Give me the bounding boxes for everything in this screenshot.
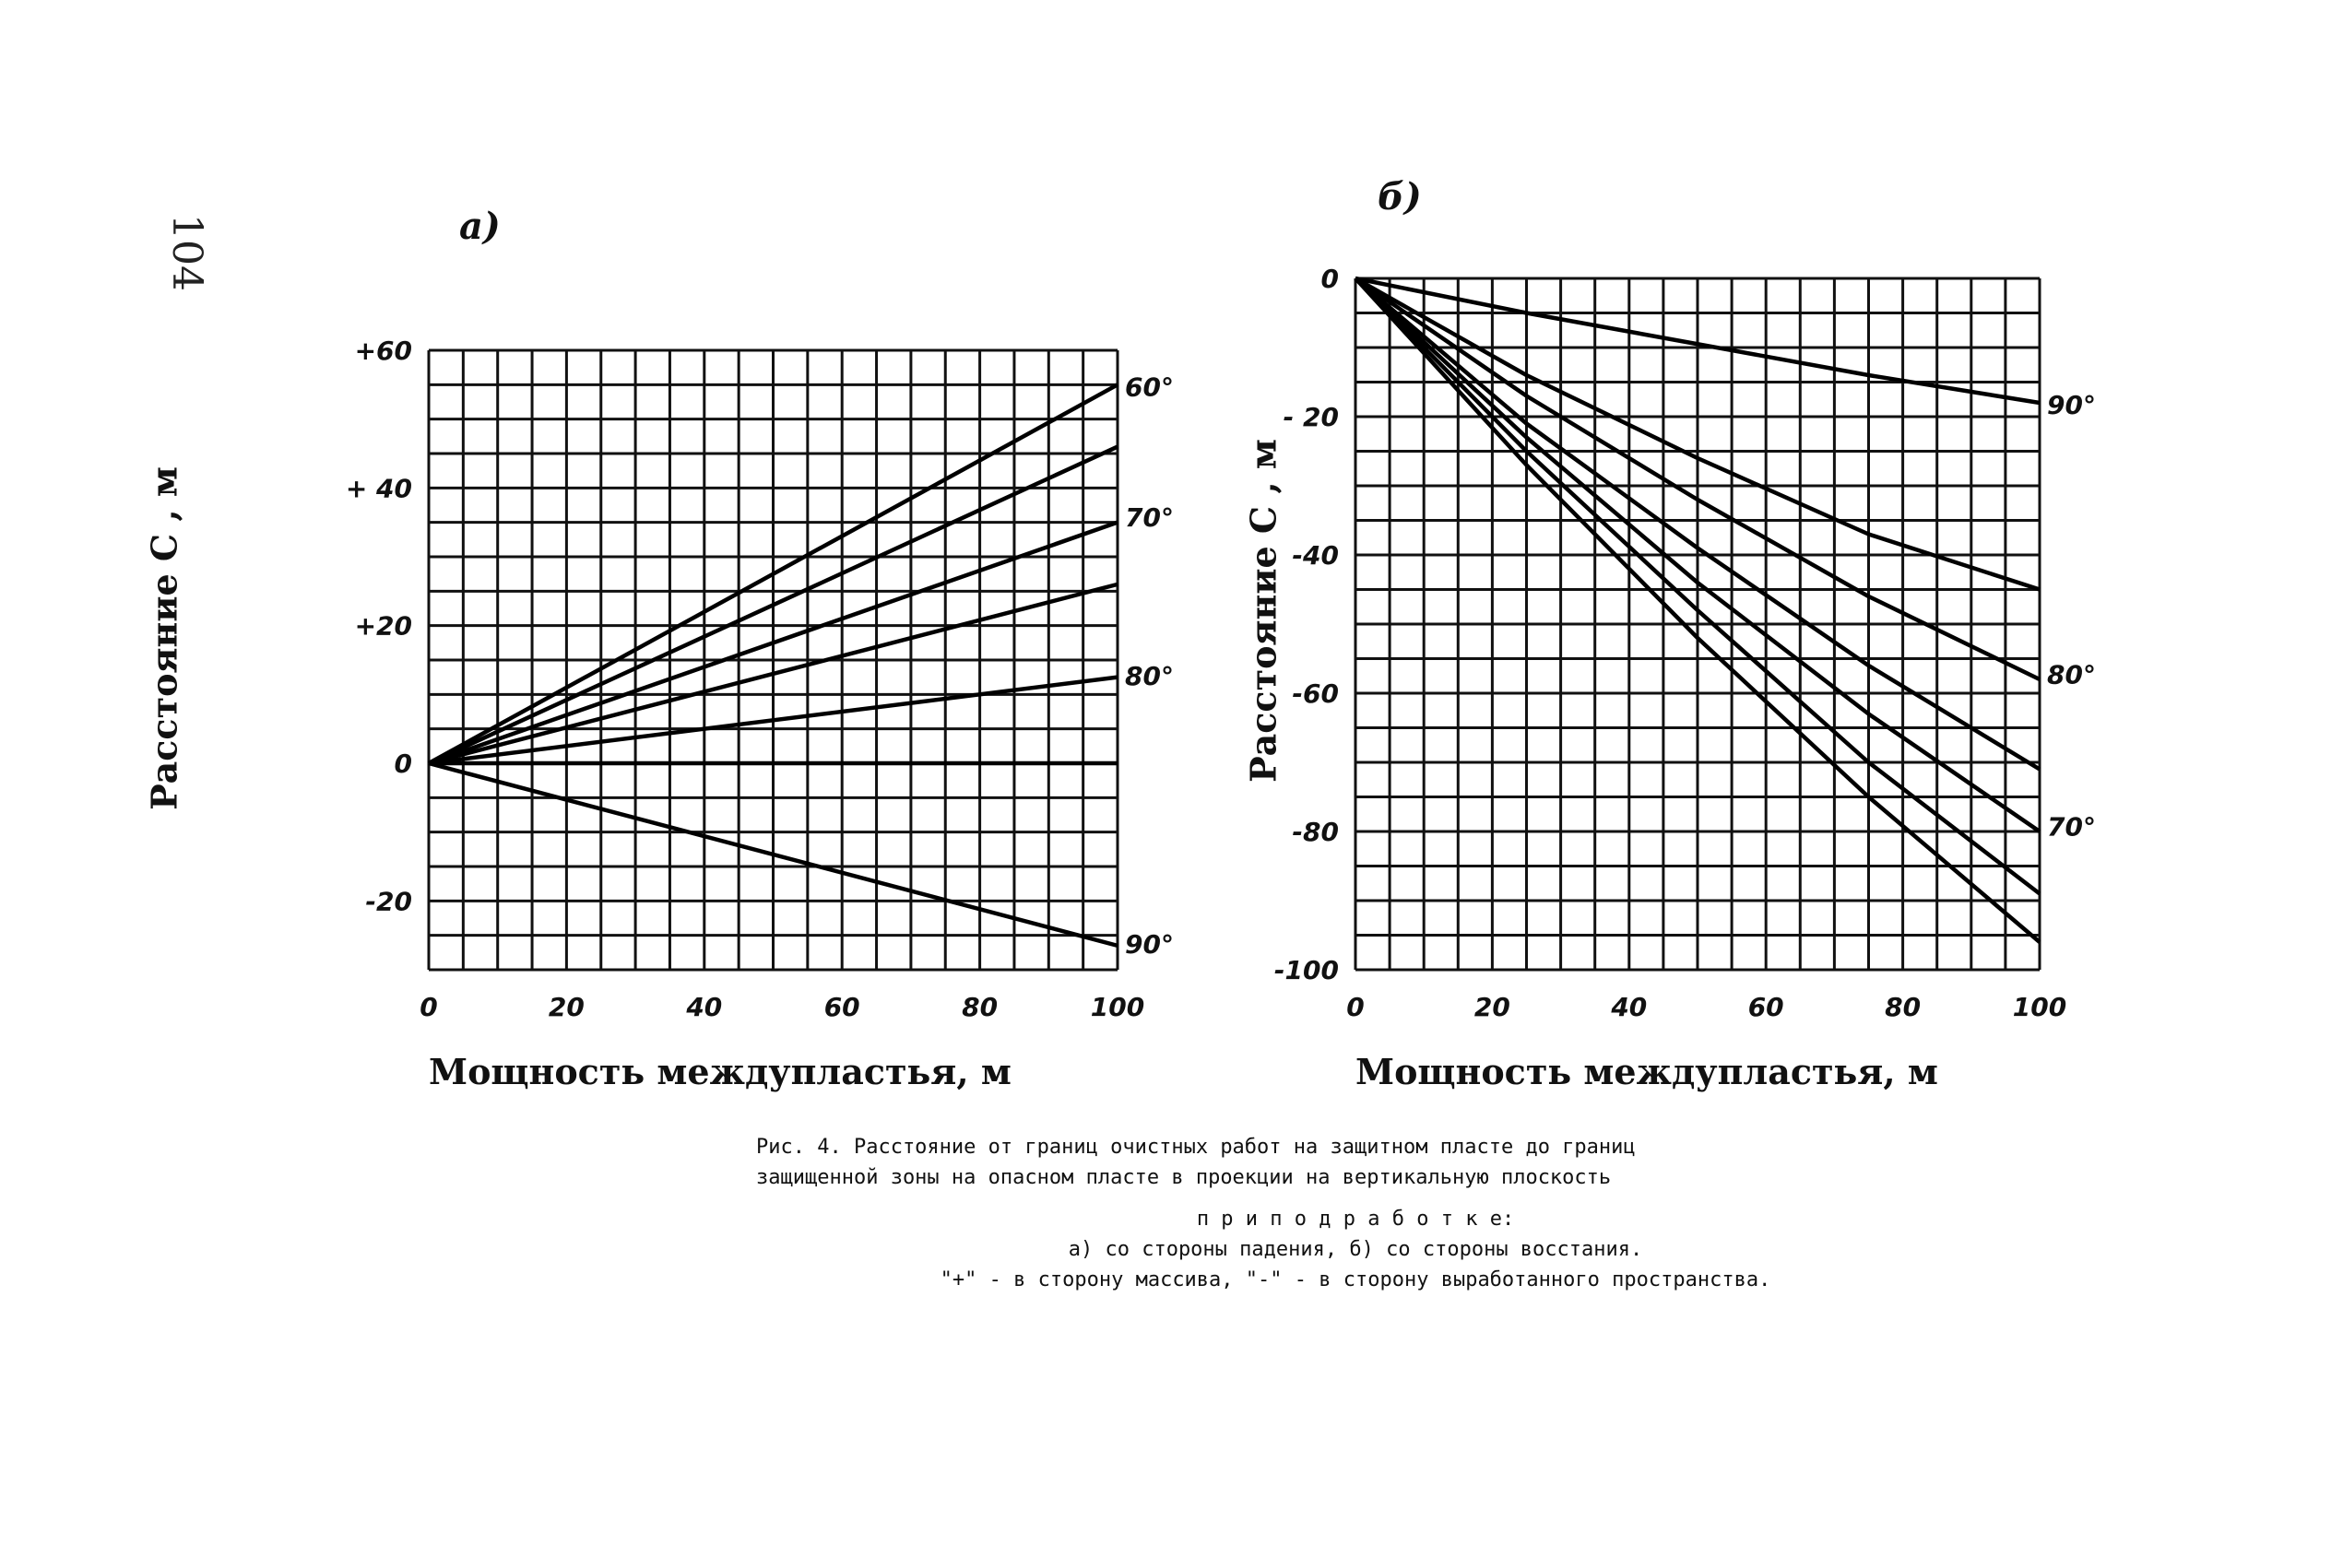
y-tick-label: +20: [354, 610, 412, 642]
series-end-label: 90°: [2047, 390, 2096, 420]
x-tick-label: 0: [1346, 992, 1365, 1022]
x-tick-label: 0: [420, 992, 438, 1022]
x-tick-label: 60: [1747, 992, 1784, 1022]
x-tick-label: 20: [1473, 992, 1510, 1022]
x-tick-label: 80: [962, 992, 999, 1022]
x-axis-label-b: Мощность междупластья, м: [1355, 1051, 1938, 1092]
y-tick-label: -80: [1292, 817, 1339, 847]
y-tick-label: -20: [365, 886, 412, 917]
panel-label-b: б): [1378, 175, 1422, 218]
figure-caption: [756, 1132, 1955, 1295]
caption-line-1: Рис. 4. Расстояние от границ очистных работ на защитном пласте до границ: [756, 1136, 1636, 1159]
y-tick-label: +60: [354, 336, 412, 366]
x-tick-label: 100: [1090, 992, 1145, 1022]
y-tick-label: - 20: [1283, 402, 1339, 432]
y-axis-label-b: Расстояние С , м: [1242, 439, 1284, 783]
y-axis-label-a: Расстояние С , м: [143, 466, 185, 810]
y-tick-label: -40: [1292, 540, 1339, 571]
x-tick-label: 40: [686, 992, 723, 1022]
caption-line-4: а) со стороны падения, б) со стороны восстания.: [1068, 1238, 1643, 1261]
x-tick-label: 80: [1885, 992, 1922, 1022]
series-end-label: 70°: [2047, 811, 2096, 843]
x-tick-label: 40: [1611, 992, 1648, 1022]
series-end-label: 80°: [2047, 659, 2096, 690]
series-end-label: 90°: [1125, 929, 1174, 961]
panel-label-a: а): [459, 205, 501, 248]
series-end-label: 70°: [1125, 502, 1174, 534]
series-end-label: 60°: [1125, 371, 1174, 403]
x-axis-label-a: Мощность междупластья, м: [429, 1051, 1012, 1092]
y-tick-label: -100: [1273, 955, 1339, 985]
page-number: 104: [163, 214, 210, 291]
caption-line-5: "+" - в сторону массива, "-" - в сторону выработанного пространства.: [940, 1268, 1771, 1291]
x-tick-label: 100: [2012, 992, 2067, 1022]
caption-line-2: защищенной зоны на опасном пласте в проекции на вертикальную плоскость: [756, 1166, 1612, 1189]
series-end-label: 80°: [1125, 660, 1174, 691]
caption-line-3: п р и п о д р а б о т к е:: [1196, 1208, 1515, 1231]
x-tick-label: 60: [823, 992, 860, 1022]
y-tick-label: -60: [1292, 678, 1339, 709]
y-tick-label: 0: [394, 749, 412, 779]
y-tick-label: 0: [1320, 264, 1339, 294]
x-tick-label: 20: [548, 992, 585, 1022]
y-tick-label: + 40: [345, 473, 412, 504]
